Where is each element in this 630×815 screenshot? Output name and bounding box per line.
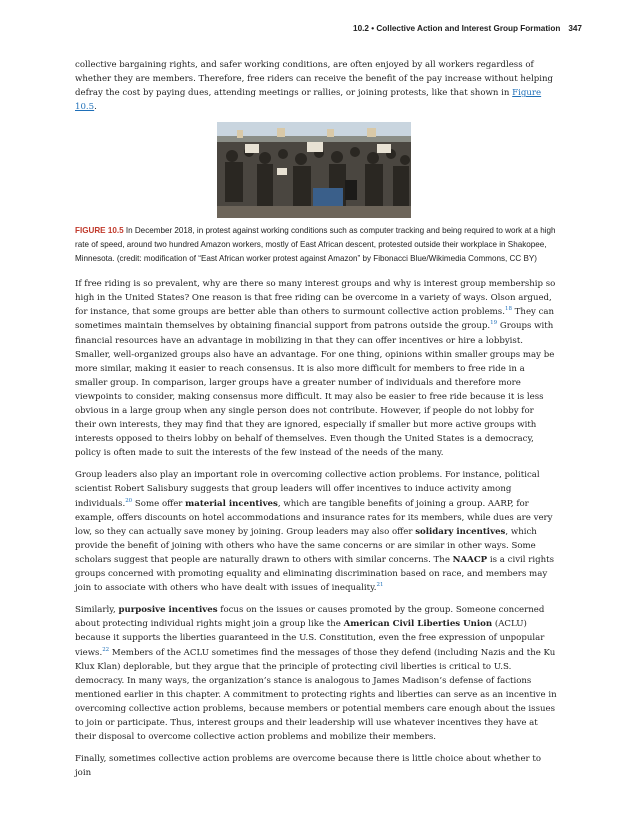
endnote-ref[interactable]: 20	[125, 497, 133, 504]
endnote-ref[interactable]: 22	[102, 646, 110, 653]
figure-label: FIGURE 10.5	[75, 226, 124, 236]
page-body	[75, 58, 557, 788]
endnote-ref[interactable]: 19	[490, 320, 498, 327]
key-term: material incentives	[185, 498, 278, 509]
figure-10-5-link[interactable]: Figure 10.5	[75, 88, 542, 113]
paragraph-finally: Finally, sometimes collective action problems are overcome because there is little choice about whether to join	[75, 754, 541, 779]
paragraph-overcoming-free-riding: If free riding is so prevalent, why are there so many interest groups and why is interest group membership so high in the United States? One reason is that free riding can be overcome in a variety of ways. Olson argued, for instance, that some groups are better able than others to surmount collective action problems.$^{18}$ They can sometimes maintain themselves by obtaining financial support from patrons outside the group.$^{19}$ Groups with financial resources have an advantage in mobilizing in that they can offer incentives or hire a lobbyist. Smaller, well-organized groups also have an advantage. For one thing, opinions within smaller groups may be more similar, making it easier to reach consensus. It is also more difficult for members to free ride in a smaller group. In comparison, larger groups have a greater number of individuals and therefore more viewpoints to consider, making consensus more difficult. It may also be easier to free ride because it is less obvious in a large group when any single person does not contribute. However, if people do not lobby for their own interests, they may find that they are ignored, especially if smaller but more active groups with interests opposed to theirs lobby on behalf of themselves. Even though the United States is a democracy, policy is often made to suit the interests of the few instead of the needs of the many.	[75, 279, 556, 459]
page-number: 347	[568, 24, 582, 33]
endnote-ref[interactable]: 21	[376, 582, 384, 589]
protest-photo	[217, 122, 411, 218]
key-term: solidary incentives	[415, 526, 506, 537]
running-header	[353, 24, 582, 33]
protest-photo-illustration	[217, 122, 411, 218]
endnote-ref[interactable]: 18	[504, 306, 512, 313]
paragraph-free-riders: collective bargaining rights, and safer working conditions, are often enjoyed by all workers regardless of whether they are members. Therefore, free riders can receive the benefit of the pay increase without helping defray the cost by paying dues, attending meetings or rallies, or joining protests, like that shown in Figure 10.5.	[75, 60, 554, 113]
key-term: purposive incentives	[118, 605, 218, 616]
paragraph-purposive-incentives: Similarly, purposive incentives focus on the issues or causes promoted by the group. Someone concerned about protecting individual rights might join a group like the American Civil Liberties Union (ACLU) because it supports the liberties guaranteed in the U.S. Constitution, even the free expression of unpopular views.$^{22}$ Members of the ACLU sometimes find the messages of those they defend (including Nazis and the Ku Klux Klan) deplorable, but they argue that the principle of protecting civil liberties is critical to U.S. democracy. In many ways, the organization’s stance is analogous to James Madison’s defense of factions mentioned earlier in this chapter. A commitment to protecting rights and liberties can serve as an incentive in overcoming collective action problems, because members or potential members care enough about the issues to join or participate. Thus, interest groups and their leadership will use whatever incentives they have at their disposal to overcome collective action problems and mobilize their members.	[75, 605, 557, 743]
key-term: NAACP	[452, 554, 488, 565]
figure-caption: FIGURE 10.5 In December 2018, in protest against working conditions such as computer tracking and being required to work at a high rate of speed, around two hundred Amazon workers, mostly of East African descent, protested outside their workplace in Shakopee, Minnesota. (credit: modification of “East African worker protest against Amazon” by Fibonacci Blue/Wikimedia Commons, CC BY)	[75, 226, 556, 263]
section-title: 10.2 • Collective Action and Interest Group Formation	[353, 24, 561, 33]
paragraph-group-leaders: Group leaders also play an important role in overcoming collective action problems. For instance, political scientist Robert Salisbury suggests that group leaders will offer incentives to induce activity among individuals.$^{20}$ Some offer material incentives, which are tangible benefits of joining a group. AARP, for example, offers discounts on hotel accommodations and insurance rates for its members, while dues are very low, so they can actually save money by joining. Group leaders may also offer solidary incentives, which provide the benefit of joining with others who have the same concerns or are similar in other ways. Some scholars suggest that people are naturally drawn to others with similar concerns. The NAACP is a civil rights groups concerned with promoting equality and eliminating discrimination based on race, and members may join to associate with others who have dealt with issues of inequality.$^{21}$	[75, 470, 555, 594]
key-term: American Civil Liberties Union	[343, 619, 493, 630]
